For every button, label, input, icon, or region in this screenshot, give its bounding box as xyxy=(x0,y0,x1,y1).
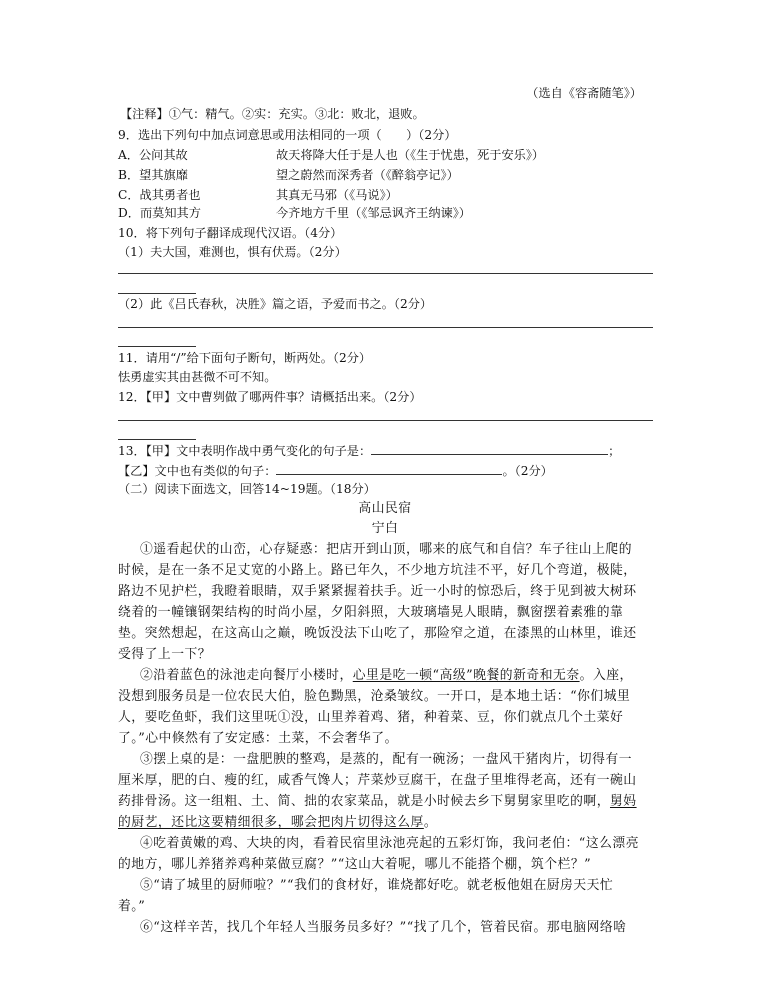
question-13-part-b xyxy=(118,462,553,479)
p1-line-6: 受得了上一下？ xyxy=(118,647,212,662)
answer-line xyxy=(118,327,653,328)
p1-line-1: ①遥看起伏的山峦，心存疑惑：把店开到山顶，哪来的底气和自信？车子往山上爬的 xyxy=(140,542,632,557)
answer-line xyxy=(118,420,653,421)
answer-line xyxy=(118,293,196,294)
q9-option-d-left: D．而莫知其方 xyxy=(118,206,201,220)
question-13-part-a xyxy=(118,442,620,459)
p3-text: 药排骨汤。这一组粗、土、简、拙的农家菜品，就是小时候去乡下舅舅家里吃的啊， xyxy=(118,794,610,809)
article-author: 宁白 xyxy=(371,521,399,536)
annotation-note: 【注释】①气：精气。②实：充实。③北：败北，退败。 xyxy=(120,107,425,121)
p1-line-2: 时候，是在一条不足丈宽的小路上。路已年久，不少地方坑洼不平，好几个弯道，极陡， xyxy=(118,563,637,578)
article-title: 高山民宿 xyxy=(358,501,412,516)
p4-line-1: ④吃着黄嫩的鸡、大块的肉，看着民宿里泳池亮起的五彩灯饰，我问老伯：“这么漂亮 xyxy=(140,836,640,851)
p4-line-2: 的地方，哪儿养猪养鸡种菜做豆腐？”“这山大着呢，哪儿不能搭个棚，筑个栏？” xyxy=(118,857,592,872)
p1-line-3: 路边不见护栏，我瞪着眼睛，双手紧紧握着扶手。近一小时的惊恐后，终于见到被大树环 xyxy=(118,584,637,599)
p2-line-1 xyxy=(140,668,633,684)
question-9-stem: 9．选出下列句中加点词意思或用法相同的一项（ ）（2分） xyxy=(118,128,457,142)
p5-line-2: 着。” xyxy=(118,899,146,914)
underlined-sentence: 舅妈 xyxy=(609,794,637,809)
p1-line-4: 绕着的一幢镶钢架结构的时尚小屋，夕阳斜照，大玻璃墙晃人眼睛，飘窗摆着素雅的靠 xyxy=(118,605,624,620)
q13-a-text: 13．【甲】文中表明作战中勇气变化的句子是： xyxy=(118,444,372,458)
q9-option-c-left: C．战其勇者也 xyxy=(118,188,201,202)
answer-line xyxy=(118,273,653,274)
q9-option-a-right: 故天将降大任于是人也（《生于忧患，死于安乐》） xyxy=(276,148,545,162)
q9-option-d-right: 今齐地方千里（《邹忌讽齐王纳谏》） xyxy=(276,206,471,220)
answer-line xyxy=(118,346,196,347)
q9-option-b-left: B．望其旗靡 xyxy=(118,168,188,182)
p3-text: 。 xyxy=(423,815,438,830)
p2-text: 。入座， xyxy=(579,668,633,683)
p3-line-1: ③摆上桌的是：一盘肥腴的整鸡，是蒸的，配有一碗汤；一盘风干猪肉片，切得有一 xyxy=(140,752,632,767)
question-11-stem: 11．请用“/”给下面句子断句，断两处。（2分） xyxy=(118,351,372,365)
p2-line-4: 了。”心中倏然有了安定感：土菜，不会奢华了。 xyxy=(118,731,398,746)
source-note: （选自《容斋随笔》） xyxy=(526,86,642,100)
q13-a-end: ； xyxy=(608,444,621,458)
q9-option-c-right: 其真无马邪（《马说》） xyxy=(276,188,398,202)
p3-line-2: 厘米厚，肥的白、瘦的红，咸香气馋人；芹菜炒豆腐干，在盘子里堆得老高，还有一碗山 xyxy=(118,773,637,788)
underlined-sentence: 心里是吃一顿“高级”晚餐的新奇和无奈 xyxy=(352,668,580,683)
section-2-heading: （二）阅读下面选文，回答14~19题。（18分） xyxy=(118,482,376,496)
q10-sentence-1: （1）夫大国，难测也，惧有伏焉。（2分） xyxy=(118,245,347,259)
p5-line-1: ⑤“请了城里的厨师啦？”“我们的食材好，谁烧都好吃。就老板他姐在厨房天天忙 xyxy=(140,878,614,893)
p3-line-3 xyxy=(118,794,637,810)
q10-sentence-2: （2）此《吕氏春秋，决胜》篇之语，予爱而书之。（2分） xyxy=(118,297,433,311)
answer-blank[interactable] xyxy=(371,442,608,455)
q13-b-end: 。（2分） xyxy=(502,464,553,478)
underlined-sentence: 的厨艺，还比这要精细很多，哪会把肉片切得这么厚 xyxy=(118,815,424,830)
question-12-stem: 12．【甲】文中曹刿做了哪两件事？请概括出来。（2分） xyxy=(118,390,422,404)
q11-sentence: 怯勇虚实其由甚微不可不知。 xyxy=(118,370,277,384)
question-10-stem: 10．将下列句子翻译成现代汉语。（4分） xyxy=(118,226,343,240)
p2-line-3: 人，要吃鱼虾，我们这里呒①没，山里养着鸡、猪，种着菜、豆，你们就点几个土菜好 xyxy=(118,710,624,725)
q13-b-text: 【乙】文中也有类似的句子： xyxy=(118,464,277,478)
p6-line-1: ⑥“这样辛苦，找几个年轻人当服务员多好？”“找了几个，管着民宿。那电脑网络啥 xyxy=(140,920,627,935)
q9-option-a-left: A．公问其故 xyxy=(118,148,188,162)
p2-text: ②沿着蓝色的泳池走向餐厅小楼时， xyxy=(140,668,353,683)
answer-blank[interactable] xyxy=(276,462,502,475)
p3-line-4 xyxy=(118,815,437,831)
answer-line xyxy=(118,439,196,440)
p1-line-5: 垫。突然想起，在这高山之巅，晚饭没法下山吃了，那险窄之道，在漆黑的山林里，谁还 xyxy=(118,626,637,641)
p2-line-2: 没想到服务员是一位农民大伯，脸色黝黑，沧桑皱纹。一开口，是本地土话：“你们城里 xyxy=(118,689,631,704)
q9-option-b-right: 望之蔚然而深秀者（《醉翁亭记》） xyxy=(276,168,459,182)
